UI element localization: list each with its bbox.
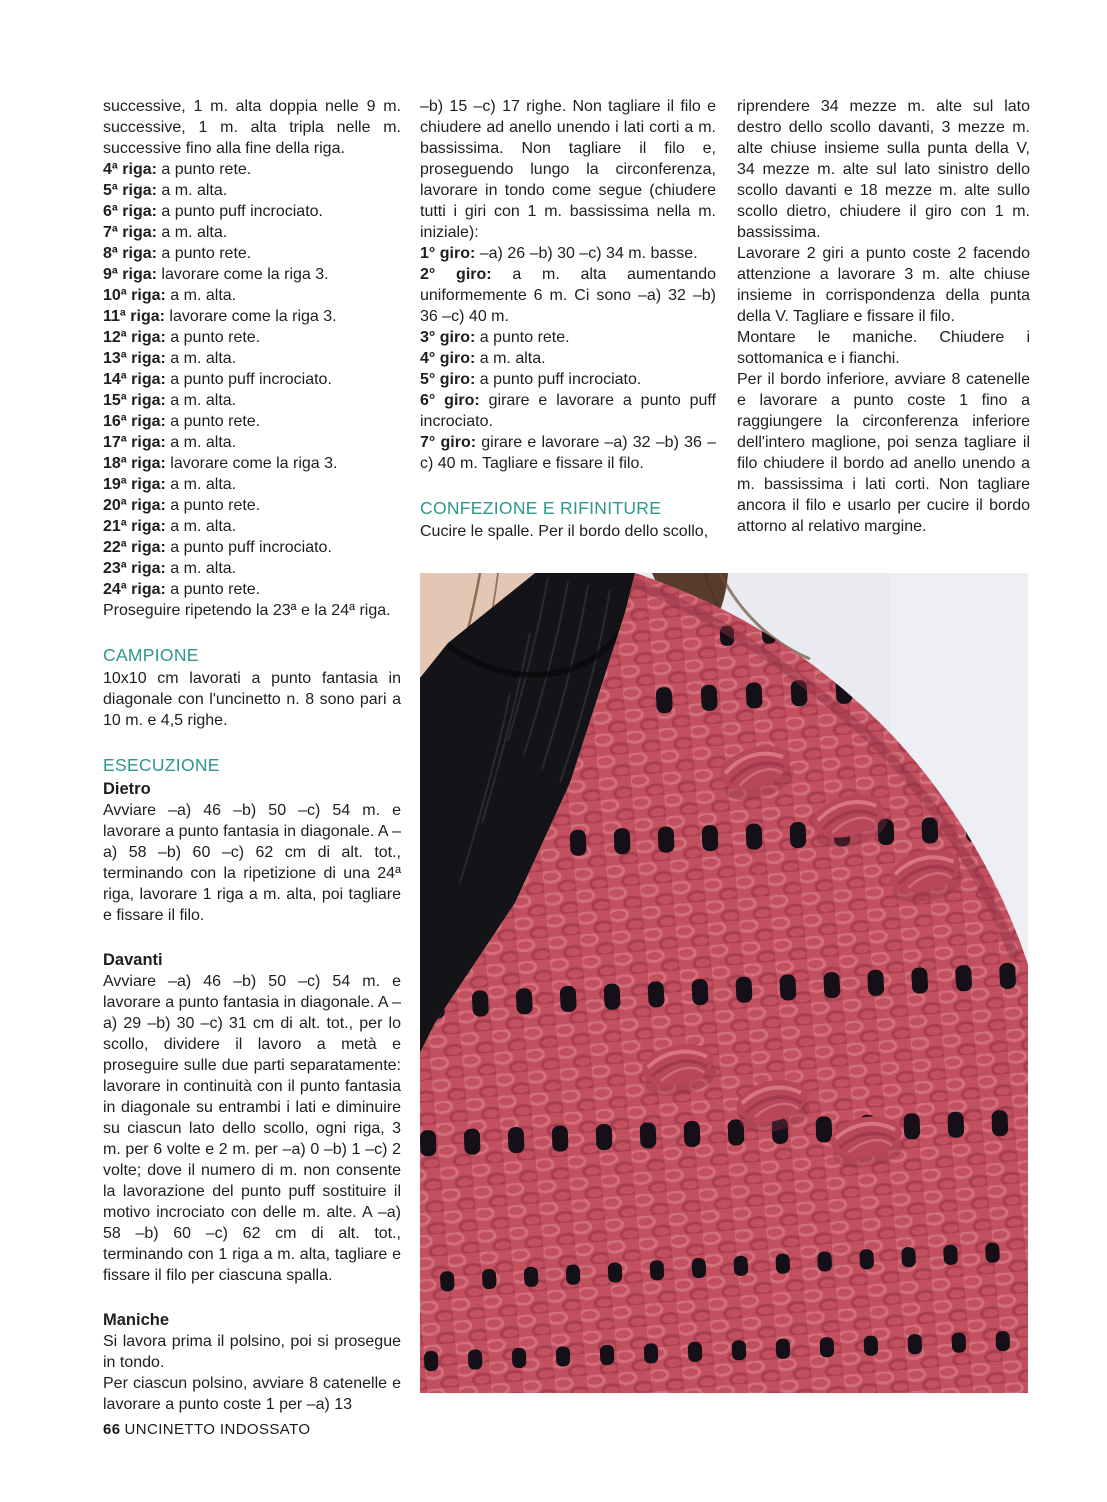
dietro-paragraphs bbox=[103, 800, 401, 926]
row-instruction bbox=[103, 348, 401, 369]
row-label: 15ª riga: bbox=[103, 392, 166, 409]
row-text: a punto rete. bbox=[170, 413, 261, 430]
row-label: 11ª riga: bbox=[103, 308, 165, 325]
row-instruction-list bbox=[103, 159, 401, 600]
row-text: a m. alta. bbox=[161, 224, 228, 241]
subsection-title-maniche: Maniche bbox=[103, 1311, 170, 1329]
row-label: 20ª riga: bbox=[103, 497, 166, 514]
row-instruction bbox=[103, 390, 401, 411]
row-text: a punto rete. bbox=[170, 329, 261, 346]
row-label: 21ª riga: bbox=[103, 518, 166, 535]
body-paragraph: Per il bordo inferiore, avviare 8 catenelle e lavorare a punto coste 1 fino a raggiungere la circonferenza inferiore dell'intero maglione, poi senza tagliare il filo chiudere il bordo ad anello unendo a m. bassissima i lati corti. Non tagliare ancora il filo e usarlo per cucire il bordo attorno al relativo margine. bbox=[737, 371, 1030, 535]
row-label: 17ª riga: bbox=[103, 434, 166, 451]
row-text: a punto rete. bbox=[161, 161, 252, 178]
row-instruction bbox=[103, 495, 401, 516]
row-label: 10ª riga: bbox=[103, 287, 166, 304]
row-label: 19ª riga: bbox=[103, 476, 166, 493]
row-text: a punto puff incrociato. bbox=[170, 371, 332, 388]
round-instruction bbox=[420, 264, 716, 327]
pattern-continuation-text: –b) 15 –c) 17 righe. Non tagliare il filo e chiudere ad anello unendo i lati corti a m. bassissima. Non tagliare il filo e, proseguendo lungo la circonferenza, lavorare in tondo come segue (chiudere tutti i giri con 1 m. bassissima nella m. iniziale): bbox=[420, 98, 716, 241]
round-instruction bbox=[420, 369, 716, 390]
round-label: 3° giro: bbox=[420, 329, 476, 346]
row-label: 18ª riga: bbox=[103, 455, 166, 472]
row-instruction bbox=[103, 222, 401, 243]
round-instruction bbox=[420, 390, 716, 432]
row-text: a m. alta. bbox=[161, 182, 228, 199]
row-label: 13ª riga: bbox=[103, 350, 166, 367]
round-instruction-list bbox=[420, 243, 716, 474]
row-text: a m. alta. bbox=[170, 518, 237, 535]
body-paragraph: riprendere 34 mezze m. alte sul lato destro dello scollo davanti, 3 mezze m. alte chiuse insieme sulla punta della V, 34 mezze m. alte sul lato sinistro dello scollo davanti e 18 mezze m. alte sullo scollo dietro, chiudere il giro con 1 m. bassissima. bbox=[737, 98, 1030, 241]
subsection-title-davanti: Davanti bbox=[103, 951, 163, 969]
body-paragraph: Per ciascun polsino, avviare 8 catenelle e lavorare a punto coste 1 per –a) 13 bbox=[103, 1375, 401, 1413]
row-text: a punto rete. bbox=[170, 497, 261, 514]
row-instruction bbox=[103, 327, 401, 348]
row-instruction bbox=[103, 579, 401, 600]
round-label: 1° giro: bbox=[420, 245, 476, 262]
row-instruction bbox=[103, 558, 401, 579]
row-text: a m. alta. bbox=[170, 350, 237, 367]
round-instruction bbox=[420, 327, 716, 348]
page-number: 66 bbox=[103, 1421, 121, 1438]
row-text: a m. alta. bbox=[170, 476, 237, 493]
row-text: lavorare come la riga 3. bbox=[161, 266, 329, 283]
left-column bbox=[103, 96, 401, 1415]
round-label: 7° giro: bbox=[420, 434, 477, 451]
round-label: 6° giro: bbox=[420, 392, 480, 409]
davanti-paragraphs bbox=[103, 971, 401, 1286]
repeat-note: Proseguire ripetendo la 23ª e la 24ª riga. bbox=[103, 602, 391, 619]
row-label: 16ª riga: bbox=[103, 413, 166, 430]
body-paragraph: Lavorare 2 giri a punto coste 2 facendo attenzione a lavorare 3 m. alte chiuse insieme in corrispondenza della punta della V. Tagliare e fissare il filo. bbox=[737, 245, 1030, 325]
row-instruction bbox=[103, 243, 401, 264]
row-instruction bbox=[103, 285, 401, 306]
row-instruction bbox=[103, 369, 401, 390]
row-instruction bbox=[103, 453, 401, 474]
right-column bbox=[737, 96, 1030, 537]
maniche-paragraphs bbox=[103, 1331, 401, 1415]
row-label: 7ª riga: bbox=[103, 224, 157, 241]
row-label: 24ª riga: bbox=[103, 581, 166, 598]
row-label: 9ª riga: bbox=[103, 266, 157, 283]
middle-column bbox=[420, 96, 716, 542]
row-text: a punto rete. bbox=[161, 245, 252, 262]
row-instruction bbox=[103, 264, 401, 285]
row-text: a m. alta. bbox=[170, 434, 237, 451]
round-instruction bbox=[420, 432, 716, 474]
finishing-paragraphs bbox=[737, 96, 1030, 537]
row-label: 4ª riga: bbox=[103, 161, 157, 178]
section-heading-esecuzione: ESECUZIONE bbox=[103, 755, 220, 775]
row-instruction bbox=[103, 516, 401, 537]
row-label: 22ª riga: bbox=[103, 539, 166, 556]
row-instruction bbox=[103, 180, 401, 201]
row-instruction bbox=[103, 432, 401, 453]
pattern-intro-text: successive, 1 m. alta doppia nelle 9 m. successive, 1 m. alta tripla nelle m. successive fino alla fine della riga. bbox=[103, 98, 401, 157]
row-text: a punto puff incrociato. bbox=[170, 539, 332, 556]
round-label: 4° giro: bbox=[420, 350, 476, 367]
row-label: 6ª riga: bbox=[103, 203, 157, 220]
round-text: a punto puff incrociato. bbox=[479, 371, 642, 388]
round-text: girare e lavorare a punto puff incrociato. bbox=[420, 392, 716, 430]
section-heading-confezione: CONFEZIONE E RIFINITURE bbox=[420, 498, 662, 518]
row-label: 14ª riga: bbox=[103, 371, 166, 388]
row-instruction bbox=[103, 306, 401, 327]
row-instruction bbox=[103, 537, 401, 558]
round-label: 5° giro: bbox=[420, 371, 476, 388]
row-label: 12ª riga: bbox=[103, 329, 166, 346]
round-text: –a) 26 –b) 30 –c) 34 m. basse. bbox=[479, 245, 698, 262]
row-instruction bbox=[103, 159, 401, 180]
round-label: 2° giro: bbox=[420, 266, 492, 283]
round-instruction bbox=[420, 243, 716, 264]
row-text: a m. alta. bbox=[170, 287, 237, 304]
row-text: a m. alta. bbox=[170, 560, 237, 577]
subsection-title-dietro: Dietro bbox=[103, 780, 151, 798]
row-text: lavorare come la riga 3. bbox=[170, 455, 338, 472]
row-text: lavorare come la riga 3. bbox=[169, 308, 337, 325]
body-paragraph: Montare le maniche. Chiudere i sottomanica e i fianchi. bbox=[737, 329, 1030, 367]
body-paragraph: Avviare –a) 46 –b) 50 –c) 54 m. e lavorare a punto fantasia in diagonale. A –a) 29 –b) 30 –c) 31 cm di alt. tot., per lo scollo, dividere il lavoro a metà e proseguire sulle due parti separatamente: lavorare in continuità con il punto fantasia in diagonale su entrambi i lati e diminuire su ciascun lato dello scollo, ogni riga, 3 m. per 6 volte e 2 m. per –a) 0 –b) 1 –c) 2 volte; dove il numero di m. non consente la lavorazione del punto puff sostituire il motivo incrociato con delle m. alte. A –a) 58 –b) 60 –c) 62 cm di alt. tot., terminando con 1 riga a m. alta, tagliare e fissare il filo per ciascuna spalla. bbox=[103, 973, 401, 1284]
body-paragraph: Si lavora prima il polsino, poi si prosegue in tondo. bbox=[103, 1333, 401, 1371]
campione-text: 10x10 cm lavorati a punto fantasia in diagonale con l'uncinetto n. 8 sono pari a 10 m. e 4,5 righe. bbox=[103, 670, 401, 729]
row-instruction bbox=[103, 411, 401, 432]
round-text: a m. alta aumentando uniformemente 6 m. Ci sono –a) 32 –b) 36 –c) 40 m. bbox=[420, 266, 716, 325]
sweater-photo bbox=[420, 573, 1028, 1393]
section-heading-campione: CAMPIONE bbox=[103, 645, 199, 665]
page-footer bbox=[103, 1421, 310, 1438]
magazine-title: UNCINETTO INDOSSATO bbox=[124, 1421, 311, 1438]
row-instruction bbox=[103, 201, 401, 222]
confezione-text: Cucire le spalle. Per il bordo dello scollo, bbox=[420, 523, 709, 540]
sweater-photo-illustration bbox=[420, 573, 1028, 1393]
row-text: a m. alta. bbox=[170, 392, 237, 409]
row-text: a punto puff incrociato. bbox=[161, 203, 323, 220]
round-text: a punto rete. bbox=[479, 329, 570, 346]
row-label: 8ª riga: bbox=[103, 245, 157, 262]
row-instruction bbox=[103, 474, 401, 495]
row-label: 23ª riga: bbox=[103, 560, 166, 577]
row-text: a punto rete. bbox=[170, 581, 261, 598]
row-label: 5ª riga: bbox=[103, 182, 157, 199]
round-text: a m. alta. bbox=[479, 350, 546, 367]
body-paragraph: Avviare –a) 46 –b) 50 –c) 54 m. e lavorare a punto fantasia in diagonale. A –a) 58 –b) 60 –c) 62 cm di alt. tot., terminando con la ripetizione di una 24ª riga, lavorare 1 riga a m. alta, poi tagliare e fissare il filo. bbox=[103, 802, 401, 924]
round-instruction bbox=[420, 348, 716, 369]
round-text: girare e lavorare –a) 32 –b) 36 –c) 40 m. Tagliare e fissare il filo. bbox=[420, 434, 716, 472]
